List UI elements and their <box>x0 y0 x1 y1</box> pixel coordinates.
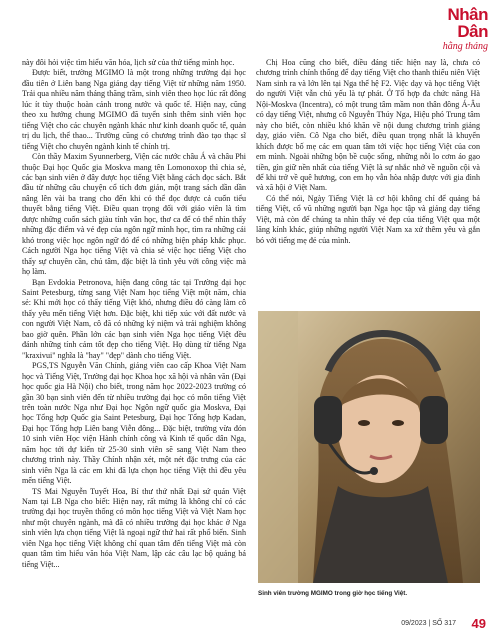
newspaper-logo <box>426 5 488 52</box>
logo-title: Nhân Dân <box>447 5 488 41</box>
issue-info <box>401 620 456 627</box>
article-left-column <box>22 58 246 570</box>
logo-subtitle: hằng tháng <box>442 41 488 52</box>
paragraph: Có thể nói, Ngày Tiếng Việt là cơ hội không chỉ để quảng bá tiếng Việt, cổ vũ những người bạn Nga học tập và giảng dạy tiếng Việt, mà còn để chúng ta nhìn thấy vẻ đẹp của tiếng Việt qua một lăng kính khác, giúp những người Việt Nam xa xứ thêm yêu và gắn bó với tiếng mẹ đẻ của mình. <box>256 193 480 245</box>
student-headphones-image <box>258 311 480 583</box>
paragraph: này đôi hỏi việc tìm hiểu văn hóa, lịch sử của thứ tiếng mình học. <box>22 58 235 67</box>
paragraph: TS Mai Nguyễn Tuyết Hoa, Bí thư thứ nhất Đại sứ quán Việt Nam tại LB Nga cho biết: Hiện nay, rất mừng là không chỉ có các trường đại học truyền thống có môn học tiếng Việt và Việt Nam học như một chuyên ngành, mà đã có nhiều trường đại học khác ở Nga sinh viên lựa chọn tiếng Việt là ngoại ngữ thứ hai rất phổ biến. Sinh viên Nga học tiếng Việt không chỉ quan tâm đến tiếng Việt mà còn quan tâm tìm hiểu văn hóa Việt Nam, lập các câu lạc bộ quảng bá tiếng Việt... <box>22 486 246 569</box>
article-photo <box>258 311 480 583</box>
issue-number: SỐ 317 <box>432 620 456 627</box>
issue-date: 09/2023 <box>401 620 427 627</box>
photo-caption: Sinh viên trường MGIMO trong giờ học tiếng Việt. <box>258 590 408 597</box>
paragraph: Chị Hoa cũng cho biết, điều đáng tiếc hiện nay là, chưa có chương trình chính thống để dạy tiếng Việt cho thanh thiếu niên Việt Nam sinh ra và lớn lên tại Nga thế hệ F2. Việc dạy và học tiếng Việt do người Việt vẫn chủ yếu là tự phát. Ở Tổ hợp đa chức năng Hà Nội-Moskva (Incentra), có một trung tâm mầm non thân đông Á-Âu có dạy tiếng Việt, nhưng cô Nguyễn Thúy Nga, Hiệu phó Trung tâm này cho biết, còn nhiều khó khăn về nội dung chương trình giảng dạy, giáo viên. Cô Nga cho biết, điều quan trọng nhất là khuyến khích được bố mẹ các em quan tâm tới việc học tiếng Việt của con em mình. Ngoài những bộn bề cuộc sống, những nỗi lo cơm áo gạo tiền, gìn giữ nền nhất của tiếng Việt là sự nhắc nhở về nguồn cội và để khi trở về quê hương, con em họ vẫn hòa nhập được với gia đình và xã hội ở Việt Nam. <box>256 58 480 193</box>
paragraph: Bạn Evdokia Petronova, hiện đang công tác tại Trường đại học Saint Petesburg, từng sang Việt Nam học tiếng Việt một năm, chia sẻ: Khi mới học có thấy tiếng Việt khó, nhưng điều đó càng làm cô thấy yêu mến tiếng Việt hơn. Đặc biệt, khi tiếp xúc với đất nước và con người Việt Nam, cô đã có những kỷ niệm và trải nghiệm không bao giờ quên. Phần lớn các bạn sinh viên Nga học tiếng Việt đều đánh những tính cảm tốt đẹp cho tiếng Việt. Họ dùng từ tiếng Nga "kraxivui" nghĩa là "hay" "đẹp" dành cho tiếng Việt. <box>22 277 246 360</box>
article-right-column <box>256 58 480 246</box>
page-footer <box>0 618 500 637</box>
paragraph: Còn thầy Maxim Syunnerberg, Viện các nước châu Á và châu Phi thuộc Đại học Quốc gia Moskva mang tên Lomonoxop thì chia sẻ, các bạn sinh viên ở đây được học tiếng Việt bằng cách đọc sách. Bắt đầu từ những câu chuyện cổ tích đơn giản, một trang sách dần dần nâng lên vài ba trang cho đến khi có thể đọc được cả cuốn tiểu thuyết bằng tiếng Việt. Điều quan trọng đối với giáo viên là tìm được những cuốn sách giàu tính văn học, thơ ca để có thể nhìn thấy những đặc điểm và vẻ đẹp của ngôn ngữ mình học, tìm ra những cái khó trong việc học ngôn ngữ đó để có những biện pháp khắc phục. Cách người Nga học tiếng Việt và chia sẻ việc học tiếng Việt cho thấy sự chuyên cần, chú tâm, đặc biệt là tình yêu với công việc mà họ làm. <box>22 152 246 277</box>
paragraph: Được biết, trường MGIMO là một trong những trường đại học đầu tiên ở Liên bang Nga giảng dạy tiếng Việt từ những năm 1950. Trải qua nhiều năm tháng thăng trầm, sinh viên theo học lúc rất đông lúc ít tùy thuộc hoàn cảnh trong nước và quốc tế. Hiện nay, cũng theo xu hướng chung MGIMO đã tuyển sinh thêm sinh viên học tiếng Việt cho các chuyên ngành khác như kinh doanh quốc tế, quản trị du lịch, thể thao... Trường cũng có chương trình đào tạo thạc sĩ tiếng Việt cho chuyên ngành kinh tế chính trị. <box>22 68 246 151</box>
paragraph: PGS,TS Nguyễn Văn Chính, giảng viên cao cấp Khoa Việt Nam học và Tiếng Việt, Trường đại học Khoa học xã hội và nhân văn (Đại học quốc gia Hà Nội) cho biết, trong năm học 2022-2023 trường có gần 30 bạn sinh viên đến từ nhiều trường đại học có môn tiếng Việt trên toàn nước Nga như Đại học Ngôn ngữ quốc gia Moskva, Đại học Tổng hợp Quốc gia Saint Petesburg, Đại học Tổng hợp Kadan, Đại học Tổng hợp Liên bang Viễn đông... Đặc biệt, trường vừa đón 10 sinh viên Học viện Hành chính công và Kinh tế quốc dân Nga, năm học tới dự kiến từ 25-30 sinh viên sẽ sang Việt Nam theo chương trình này. Thầy Chính nhận xét, một nét đặc trưng của các sinh viên Nga là các em khi đã lựa chọn học tiếng Việt thì đều yêu mến tiếng Việt. <box>22 361 246 486</box>
footer-separator: | <box>428 620 431 627</box>
page-number: 49 <box>471 616 486 631</box>
